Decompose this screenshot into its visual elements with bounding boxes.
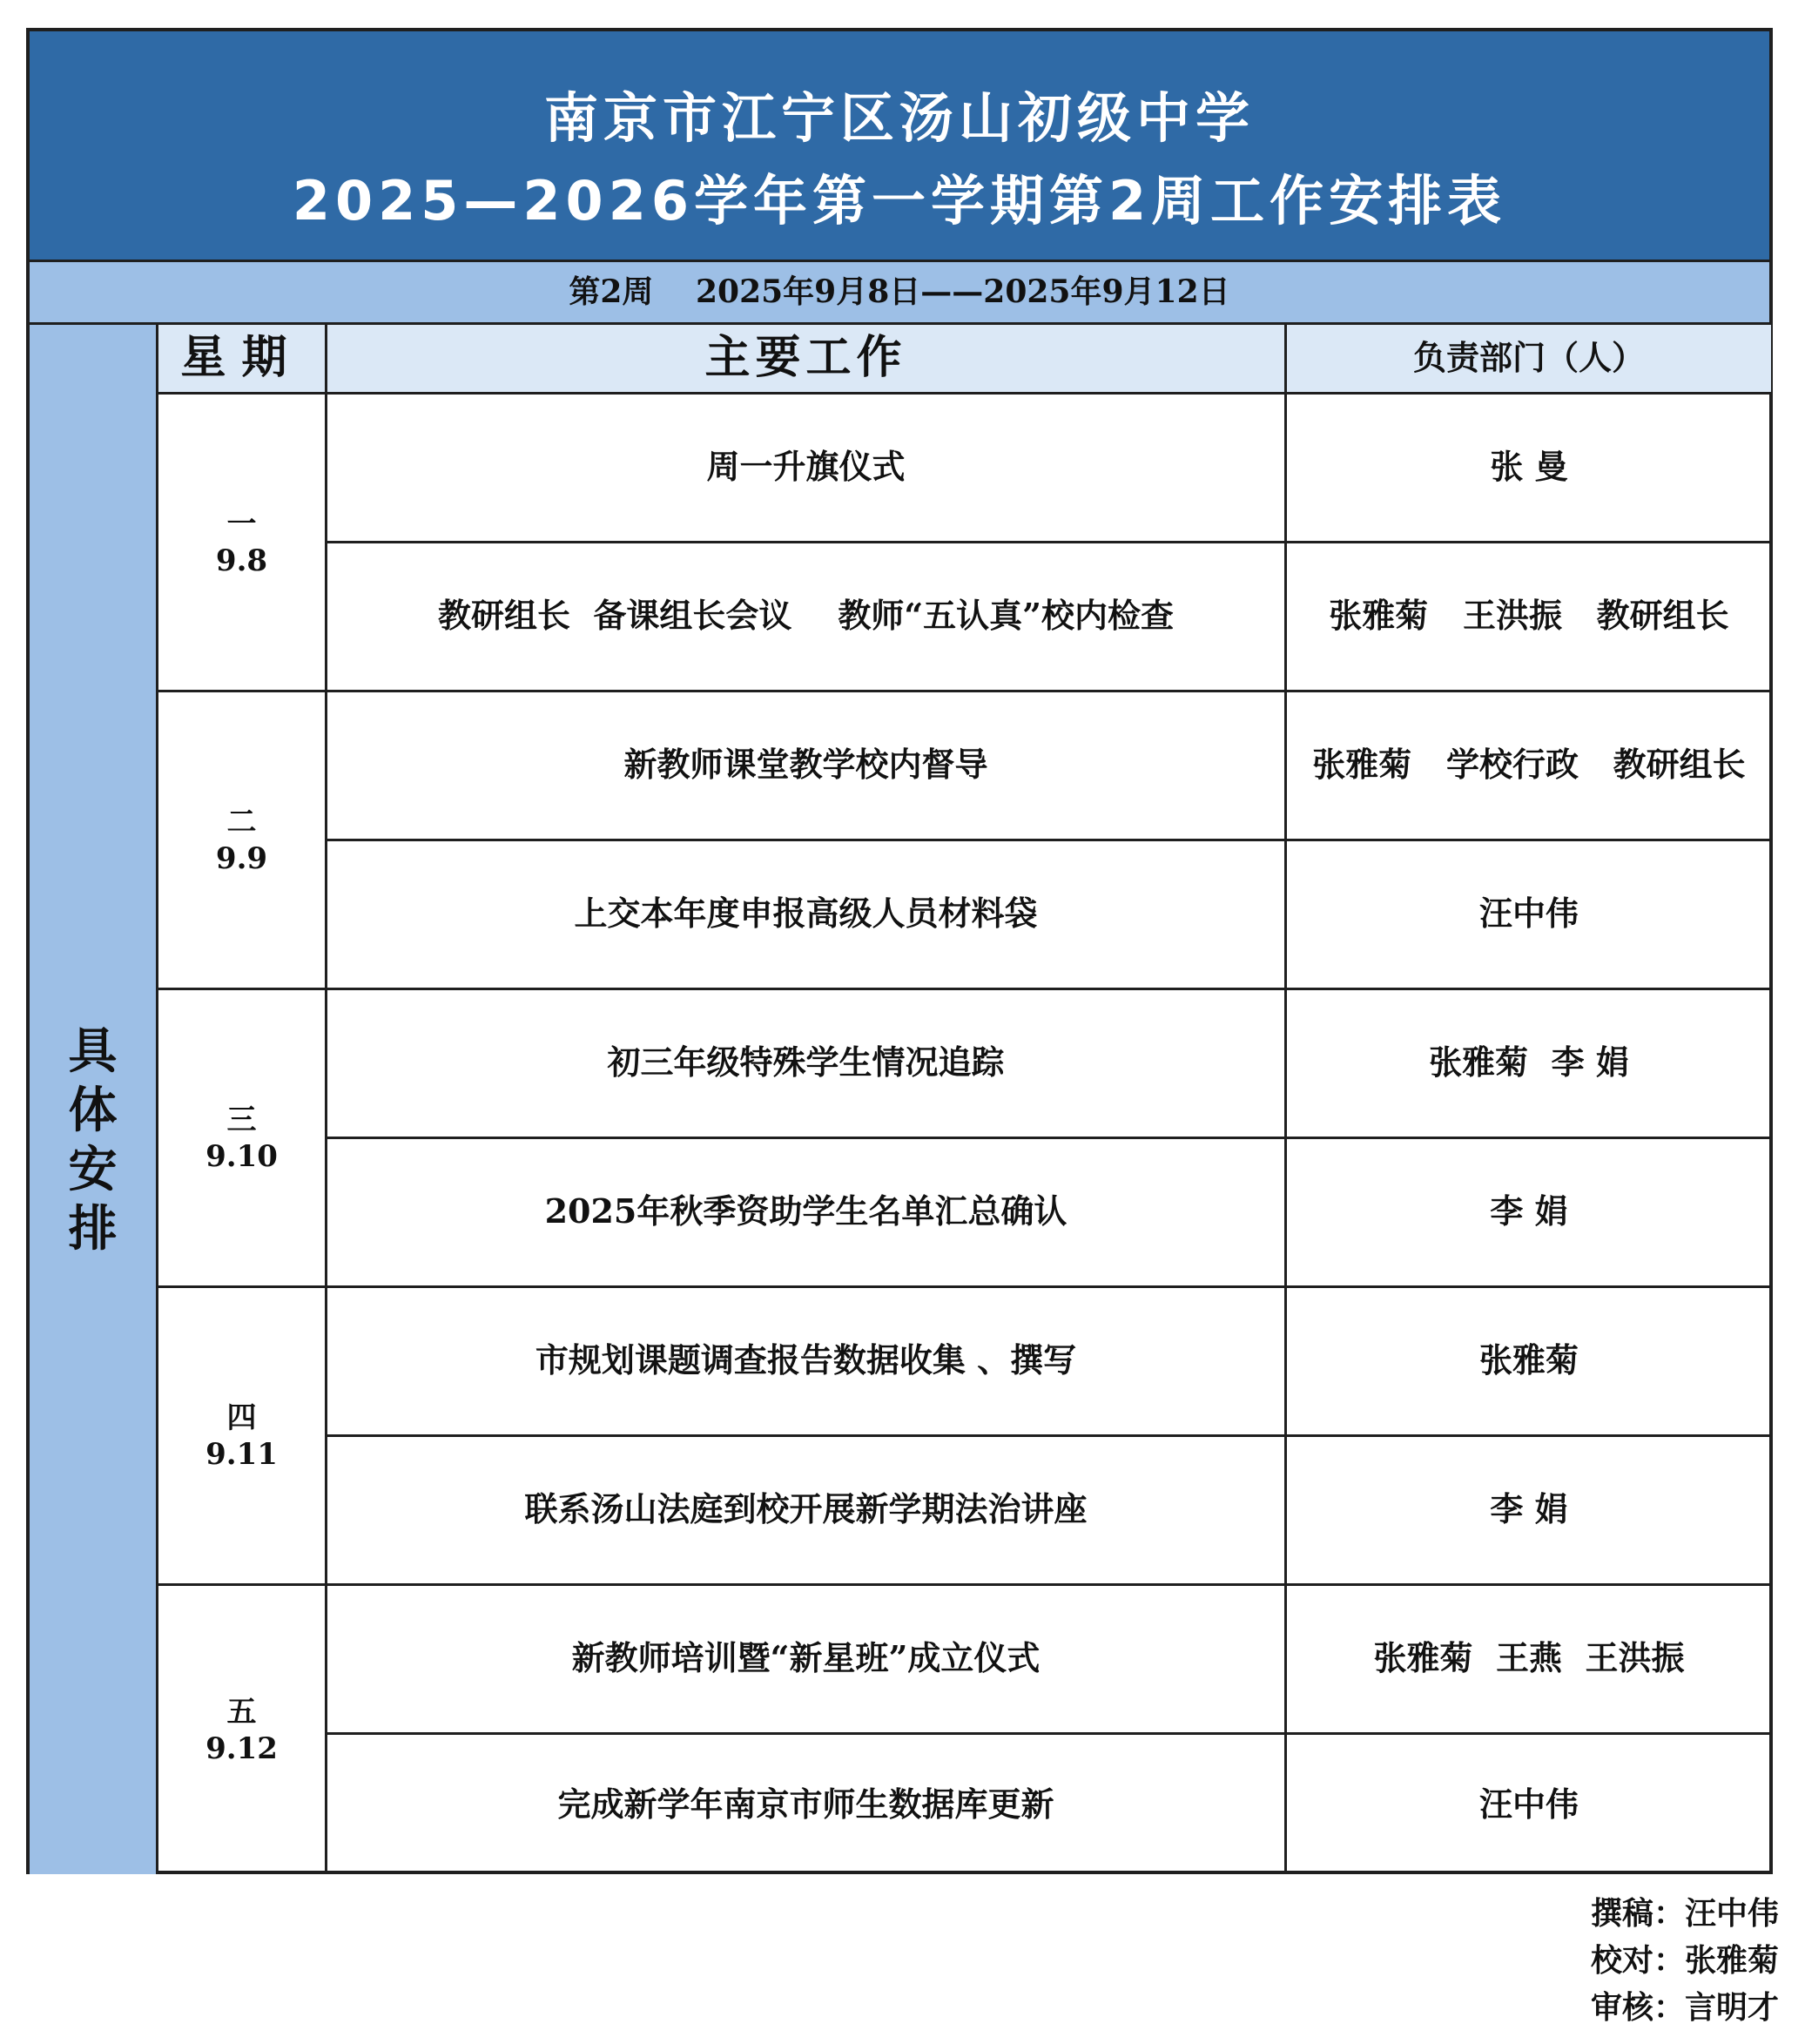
credit-line-reviewer — [1591, 1984, 1779, 2031]
responsible-cell: 张雅菊 学校行政 教研组长 — [1312, 745, 1746, 784]
day-cell-tuesday — [158, 692, 327, 990]
work-cell: 联系汤山法庭到校开展新学期法治讲座 — [327, 1437, 1287, 1583]
credit-label: 审核： — [1590, 1989, 1685, 2026]
table-row — [327, 990, 1771, 1139]
header-main-work: 主要工作 — [327, 325, 1287, 395]
side-label-char: 具 — [68, 1022, 118, 1080]
credits-footer — [1591, 1890, 1779, 2031]
credit-name: 张雅菊 — [1684, 1942, 1779, 1979]
week-label: 第2周 — [569, 273, 654, 310]
day-cell-monday — [158, 395, 327, 692]
credit-line-drafter — [1591, 1890, 1779, 1937]
credit-label: 撰稿： — [1590, 1895, 1685, 1932]
work-cell: 初三年级特殊学生情况追踪 — [327, 990, 1287, 1137]
work-cell: 教研组长 备课组长会议 教师“五认真”校内检查 — [327, 543, 1287, 690]
table-row — [327, 1288, 1771, 1437]
side-label — [30, 1022, 156, 1258]
day-cell-thursday — [158, 1288, 327, 1586]
weekday-label: 四 — [226, 1400, 257, 1435]
table-row — [327, 1437, 1771, 1586]
table-row — [327, 841, 1771, 990]
responsible-cell: 李 娟 — [1490, 1191, 1568, 1231]
day-date: 9.12 — [205, 1730, 278, 1766]
side-label-char: 排 — [68, 1200, 118, 1258]
table-row — [327, 1735, 1771, 1874]
responsible-cell: 张 曼 — [1490, 447, 1568, 486]
responsible-cell: 张雅菊 李 娟 — [1429, 1042, 1629, 1082]
weekday-label: 二 — [226, 804, 257, 840]
day-date: 9.11 — [205, 1436, 278, 1472]
side-label-char: 安 — [68, 1141, 118, 1198]
header-weekday: 星期 — [158, 325, 327, 395]
schedule-sheet — [26, 28, 1773, 1874]
responsible-cell: 李 娟 — [1490, 1489, 1568, 1528]
table-row — [327, 1139, 1771, 1288]
weekday-label: 五 — [226, 1694, 257, 1730]
table-row — [327, 395, 1771, 543]
day-date: 9.9 — [215, 840, 268, 876]
school-title: 南京市江宁区汤山初级中学 — [543, 86, 1255, 150]
week-date-range: 2025年9月8日——2025年9月12日 — [695, 273, 1230, 310]
weekday-label: 三 — [226, 1102, 257, 1137]
title-banner — [30, 31, 1769, 262]
responsible-cell: 张雅菊 王燕 王洪振 — [1373, 1638, 1685, 1677]
table-row — [327, 543, 1771, 692]
day-cell-wednesday — [158, 990, 327, 1288]
work-cell: 新教师培训暨“新星班”成立仪式 — [327, 1586, 1287, 1732]
week-banner — [30, 262, 1769, 325]
table-row — [327, 1586, 1771, 1735]
responsible-cell: 张雅菊 — [1478, 1340, 1579, 1380]
work-cell: 完成新学年南京市师生数据库更新 — [327, 1735, 1287, 1874]
side-label-char: 体 — [68, 1082, 118, 1139]
responsible-cell: 张雅菊 王洪振 教研组长 — [1329, 596, 1729, 635]
responsible-cell: 汪中伟 — [1478, 1784, 1579, 1824]
table-row — [327, 692, 1771, 841]
day-cell-friday — [158, 1586, 327, 1874]
work-cell: 上交本年度申报高级人员材料袋 — [327, 841, 1287, 988]
work-cell: 2025年秋季资助学生名单汇总确认 — [327, 1139, 1287, 1285]
credit-line-proofreader — [1591, 1937, 1779, 1984]
credit-name: 言明才 — [1684, 1989, 1779, 2026]
responsible-cell: 汪中伟 — [1478, 894, 1579, 933]
weekday-label: 一 — [226, 506, 257, 542]
work-cell: 新教师课堂教学校内督导 — [327, 692, 1287, 839]
work-cell: 市规划课题调查报告数据收集 、撰写 — [327, 1288, 1287, 1434]
credit-label: 校对： — [1590, 1942, 1685, 1979]
schedule-title: 2025—2026学年第一学期第2周工作安排表 — [292, 169, 1507, 233]
day-date: 9.8 — [215, 543, 268, 578]
day-date: 9.10 — [205, 1138, 278, 1174]
header-responsible: 负责部门（人） — [1287, 325, 1771, 395]
work-cell: 周一升旗仪式 — [327, 395, 1287, 541]
side-label-column — [30, 325, 158, 1874]
credit-name: 汪中伟 — [1684, 1895, 1779, 1932]
